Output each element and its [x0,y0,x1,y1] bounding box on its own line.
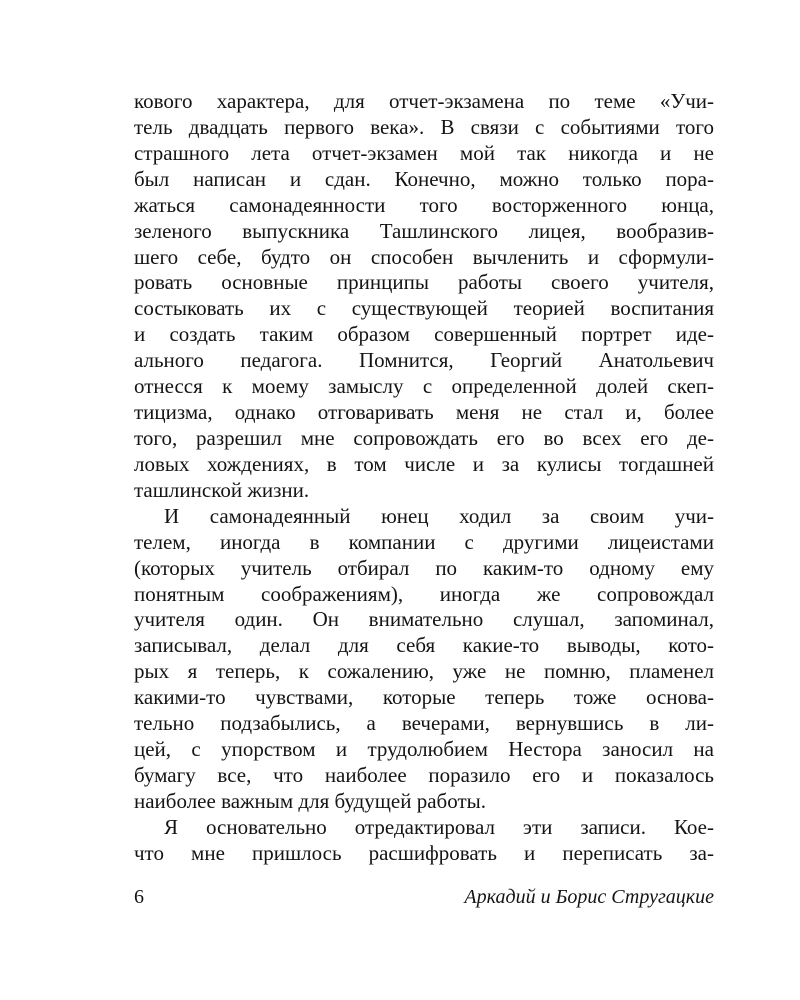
text-line: телем, иногда в компании с другими лицеистами [134,529,714,554]
text-line: шего себе, будто он способен вычленить и сформули- [134,244,714,269]
text-line: отнесся к моему замыслу с определенной долей скеп- [134,374,714,399]
text-line: Я основательно отредактировал эти записи. Кое- [164,814,714,839]
text-line: бумагу все, что наиболее поразило его и показалось [134,762,714,787]
text-line: ального педагога. Помнится, Георгий Анатольевич [134,348,714,373]
text-line: цей, с упорством и трудолюбием Нестора заносил на [134,737,714,762]
text-line: кового характера, для отчет-экзамена по теме «Учи- [134,89,714,113]
text-line: был написан и сдан. Конечно, можно только пора- [134,166,714,191]
running-title: Аркадий и Борис Стругацкие [464,886,714,908]
text-line: ровать основные принципы работы своего учителя, [134,270,714,295]
text-line: страшного лета отчет-экзамен мой так никогда и не [134,140,714,165]
text-line: зеленого выпускника Ташлинского лицея, вообразив- [134,218,714,243]
text-line: понятным соображениям), иногда же сопровождал [134,581,714,606]
body-text [134,89,714,867]
text-line: какими-то чувствами, которые теперь тоже основа- [134,685,714,710]
text-line: жаться самонадеянности того восторженного юнца, [134,192,714,217]
text-line: ловых хождениях, в том числе и за кулисы тогдашней [134,451,714,476]
text-line: учителя один. Он внимательно слушал, запоминал, [134,607,714,632]
text-line: и создать таким образом совершенный портрет иде- [134,322,714,347]
text-line: И самонадеянный юнец ходил за своим учи- [164,503,714,528]
page-footer [134,886,714,912]
text-line: записывал, делал для себя какие-то выводы, кото- [134,633,714,658]
text-line: рых я теперь, к сожалению, уже не помню, пламенел [134,659,714,684]
text-line: что мне пришлось расшифровать и переписать за- [134,840,714,865]
text-line: тельно подзабылись, а вечерами, вернувшись в ли- [134,711,714,736]
text-line: тель двадцать первого века». В связи с событиями того [134,114,714,139]
text-line: наиболее важным для будущей работы. [134,788,486,813]
text-line: того, разрешил мне сопровождать его во всех его де- [134,425,714,450]
page-number: 6 [134,886,144,908]
text-line: состыковать их с существующей теорией воспитания [134,296,714,321]
text-line: ташлинской жизни. [134,477,310,502]
text-line: (которых учитель отбирал по каким-то одному ему [134,555,714,580]
text-line: тицизма, однако отговаривать меня не стал и, более [134,400,714,425]
